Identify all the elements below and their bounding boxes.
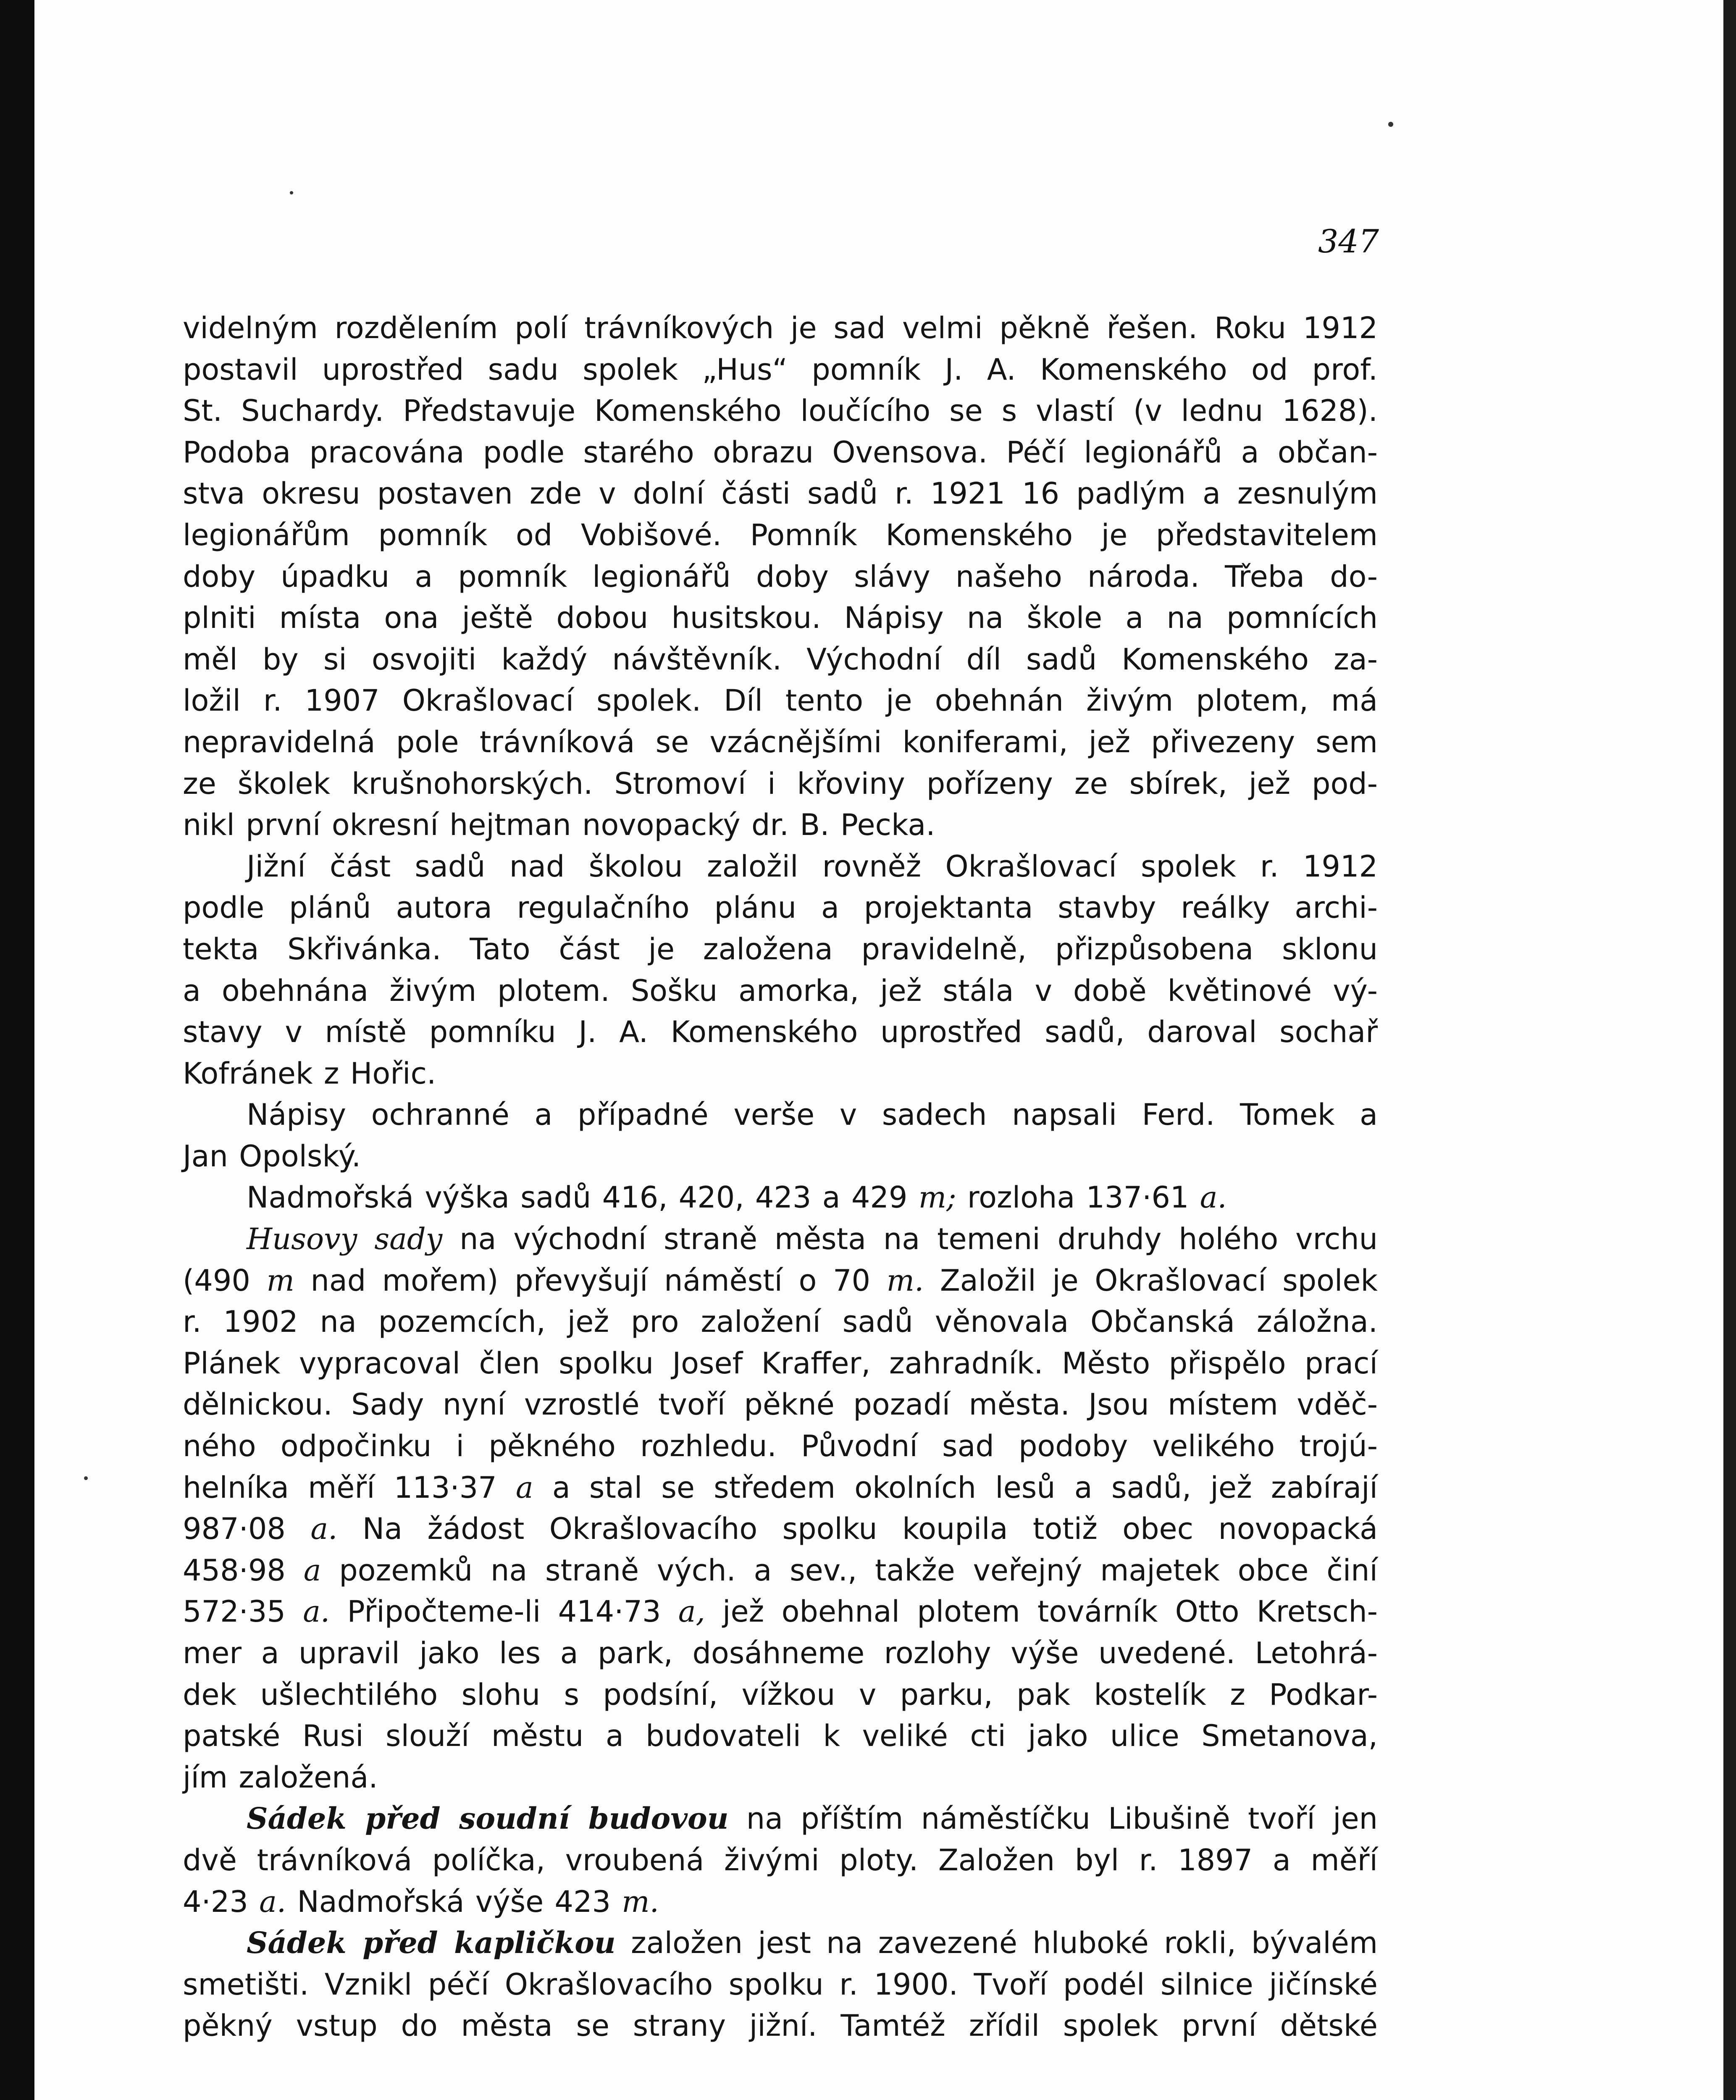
text-span: legionářům pomník od Vobišové. Pomník Komenského je představitelem [183, 517, 1378, 552]
text-line [183, 307, 1378, 349]
text-line [183, 2005, 1378, 2047]
text-line [183, 432, 1378, 473]
italic-text: Husovy sady [247, 1222, 443, 1257]
text-span: tekta Skřivánka. Tato část je založena pravidelně, přizpůsobena sklonu [183, 932, 1378, 966]
text-line [183, 1715, 1378, 1757]
text-span: Plánek vypracoval člen spolku Josef Kraffer, zahradník. Město přispělo prací [183, 1346, 1378, 1381]
text-span: smetišti. Vznikl péčí Okrašlovacího spolku r. 1900. Tvoří podél silnice jičínské [183, 1967, 1378, 2002]
text-line [183, 1591, 1378, 1633]
text-span: Nadmořská výška sadů 416, 420, 423 a 429 [247, 1180, 919, 1215]
text-line [183, 804, 1378, 846]
text-span: jež obehnal plotem továrník Otto Kretsch- [705, 1594, 1378, 1629]
italic-text: a. [310, 1512, 338, 1546]
italic-text: m [266, 1263, 294, 1298]
text-line [183, 1674, 1378, 1716]
text-span: helníka měří 113·37 [183, 1470, 516, 1505]
text-span: stva okresu postaven zde v dolní části sadů r. 1921 16 padlým a zesnulým [183, 476, 1378, 511]
text-span: Na žádost Okrašlovacího spolku koupila totiž obec novopacká [337, 1512, 1378, 1546]
text-span: Nadmořská výše 423 [286, 1884, 622, 1919]
text-line [183, 1136, 1378, 1177]
italic-text: a [515, 1470, 533, 1505]
text-line [183, 1094, 1378, 1136]
text-span: postavil uprostřed sadu spolek „Hus“ pomník J. A. Komenského od prof. [183, 352, 1378, 387]
text-span: jím založená. [183, 1760, 378, 1795]
text-line [183, 1053, 1378, 1095]
italic-text: a. [259, 1884, 286, 1919]
italic-text: a [303, 1553, 321, 1588]
text-span: měl by si osvojiti každý návštěvník. Východní díl sadů Komenského za- [183, 642, 1378, 677]
text-line [183, 639, 1378, 680]
text-line [183, 349, 1378, 391]
scan-speck [84, 1476, 88, 1480]
text-line [183, 887, 1378, 929]
text-line [183, 1425, 1378, 1467]
scan-right-edge [1723, 0, 1736, 2100]
text-line [183, 722, 1378, 763]
text-span: založen jest na zavezené hluboké rokli, bývalém [615, 1926, 1378, 1961]
italic-text: m. [886, 1263, 924, 1298]
text-span: nad mořem) převyšují náměstí o 70 [294, 1263, 887, 1298]
italic-text: a. [303, 1594, 330, 1629]
text-line [183, 846, 1378, 887]
text-span: Připočteme-li 414·73 [330, 1594, 678, 1629]
text-span: 987·08 [183, 1512, 311, 1546]
text-line [183, 1508, 1378, 1550]
text-line [183, 680, 1378, 722]
text-line [183, 1964, 1378, 2006]
text-line [183, 1011, 1378, 1053]
section-heading: Sádek před soudní budovou [247, 1801, 729, 1836]
text-span: a obehnána živým plotem. Sošku amorka, jež stála v době květinové vý- [183, 973, 1378, 1008]
text-line [183, 1260, 1378, 1302]
text-span: dvě trávníková políčka, vroubená živými ploty. Založen byl r. 1897 a měří [183, 1843, 1378, 1877]
text-line [183, 1633, 1378, 1674]
text-span: 458·98 [183, 1553, 304, 1588]
italic-text: a, [678, 1594, 705, 1629]
text-span: patské Rusi slouží městu a budovateli k veliké cti jako ulice Smetanova, [183, 1719, 1378, 1754]
scan-speck [1388, 122, 1393, 127]
text-line [183, 1384, 1378, 1425]
text-span: Kofránek z Hořic. [183, 1056, 436, 1091]
text-line [183, 1798, 1378, 1840]
text-line [183, 763, 1378, 805]
text-span: nikl první okresní hejtman novopacký dr. B. Pecka. [183, 808, 935, 843]
text-span: na východní straně města na temeni druhdy holého vrchu [442, 1222, 1378, 1257]
text-line [183, 1467, 1378, 1509]
text-span: ze školek krušnohorských. Stromoví i křoviny pořízeny ze sbírek, jež pod- [183, 766, 1378, 801]
text-span: Podoba pracována podle starého obrazu Ovensova. Péčí legionářů a občan- [183, 435, 1378, 470]
italic-text: a. [1200, 1180, 1227, 1215]
text-span: Jižní část sadů nad školou založil rovněž Okrašlovací spolek r. 1912 [247, 849, 1378, 884]
text-span: videlným rozdělením polí trávníkových je sad velmi pěkně řešen. Roku 1912 [183, 311, 1378, 345]
text-line [183, 514, 1378, 556]
text-span: (490 [183, 1263, 267, 1298]
text-span: r. 1902 na pozemcích, jež pro založení sadů věnovala Občanská záložna. [183, 1305, 1378, 1339]
text-line [183, 1550, 1378, 1591]
text-span: Jan Opolský. [183, 1139, 361, 1173]
text-line [183, 1301, 1378, 1343]
text-span: ložil r. 1907 Okrašlovací spolek. Díl tento je obehnán živým plotem, má [183, 683, 1378, 718]
scan-speck [290, 191, 293, 194]
text-line [183, 597, 1378, 639]
italic-text: m; [918, 1180, 956, 1215]
text-span: mer a upravil jako les a park, dosáhneme rozlohy výše uvedené. Letohrá- [183, 1636, 1378, 1670]
body-text [183, 307, 1378, 2047]
text-span: plniti místa ona ještě dobou husitskou. Nápisy na škole a na pomnících [183, 601, 1378, 635]
text-span: a stal se středem okolních lesů a sadů, jež zabírají [533, 1470, 1378, 1505]
text-span: 4·23 [183, 1884, 260, 1919]
text-span: rozloha 137·61 [956, 1180, 1200, 1215]
text-span: Nápisy ochranné a případné verše v sadech napsali Ferd. Tomek a [247, 1097, 1378, 1132]
text-line [183, 1840, 1378, 1881]
text-span: nepravidelná pole trávníková se vzácnějšími koniferami, jež přivezeny sem [183, 724, 1378, 759]
text-span: St. Suchardy. Představuje Komenského loučícího se s vlastí (v lednu 1628). [183, 394, 1378, 428]
text-span: stavy v místě pomníku J. A. Komenského uprostřed sadů, daroval sochař [183, 1015, 1378, 1050]
text-span: dělnickou. Sady nyní vzrostlé tvoří pěkné pozadí města. Jsou místem vděč- [183, 1387, 1378, 1422]
italic-text: m. [622, 1884, 659, 1919]
section-heading: Sádek před kapličkou [247, 1925, 616, 1961]
text-span: podle plánů autora regulačního plánu a projektanta stavby reálky archi- [183, 890, 1378, 925]
text-span: 572·35 [183, 1594, 303, 1629]
text-line [183, 390, 1378, 432]
text-line [183, 1177, 1378, 1218]
text-line [183, 473, 1378, 514]
text-line [183, 1757, 1378, 1798]
text-line [183, 970, 1378, 1012]
text-span: doby úpadku a pomník legionářů doby slávy našeho národa. Třeba do- [183, 559, 1378, 594]
scan-left-edge [0, 0, 34, 2100]
text-span: ného odpočinku i pěkného rozhledu. Původní sad podoby velikého trojú- [183, 1429, 1378, 1464]
text-line [183, 1922, 1378, 1964]
text-line [183, 1218, 1378, 1260]
text-line [183, 1343, 1378, 1384]
page-number: 347 [1318, 223, 1379, 260]
text-span: pěkný vstup do města se strany jižní. Tamtéž zřídil spolek první dětské [183, 2008, 1378, 2043]
text-line [183, 556, 1378, 598]
text-span: dek ušlechtilého slohu s podsíní, vížkou v parku, pak kostelík z Podkar- [183, 1677, 1378, 1712]
text-line [183, 1881, 1378, 1923]
text-span: na příštím náměstíčku Libušině tvoří jen [728, 1801, 1378, 1836]
text-span: Založil je Okrašlovací spolek [924, 1263, 1378, 1298]
text-line [183, 929, 1378, 970]
text-span: pozemků na straně vých. a sev., takže veřejný majetek obce činí [321, 1553, 1378, 1588]
